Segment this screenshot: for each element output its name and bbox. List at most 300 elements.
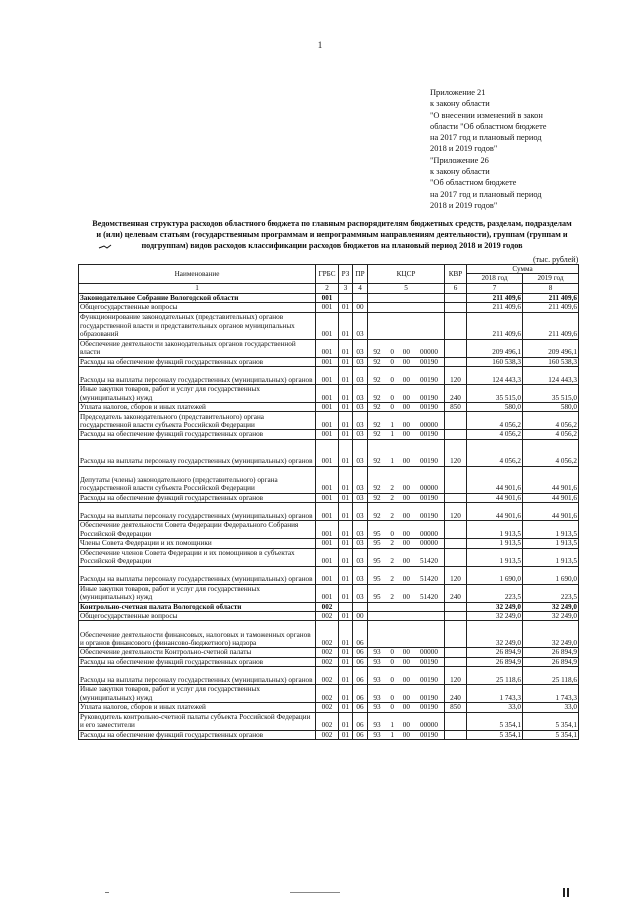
cell-name: Обеспечение деятельности Контрольно-счетной палаты — [79, 648, 316, 657]
kcsr-part: 00190 — [419, 493, 438, 502]
kcsr-part: 00190 — [419, 693, 438, 702]
cell-kvr: 240 — [445, 584, 467, 602]
cell-kcsr — [368, 612, 445, 621]
cell-sum-2019: 5 354,1 — [523, 730, 579, 739]
cell-sum-2019: 1 743,3 — [523, 685, 579, 703]
table-row — [79, 503, 579, 521]
cell-grbs: 002 — [316, 712, 339, 730]
kcsr-part: 0 — [390, 657, 394, 666]
kcsr-part: 93 — [373, 648, 381, 657]
cell-grbs: 002 — [316, 648, 339, 657]
kcsr-part: 00000 — [419, 348, 438, 357]
cell-kcsr — [368, 430, 445, 439]
kcsr-part: 00190 — [419, 393, 438, 402]
cell-pr: 03 — [353, 548, 368, 566]
cell-kvr — [445, 539, 467, 548]
cell-name: Расходы на выплаты персоналу государственных (муниципальных) органов — [79, 566, 316, 584]
cell-kvr — [445, 493, 467, 502]
kcsr-part: 51420 — [419, 557, 438, 566]
kcsr-part: 93 — [373, 730, 381, 739]
cell-rz: 01 — [339, 539, 353, 548]
header-note-line: области "Об областном бюджете — [430, 121, 547, 131]
cell-name: Законодательное Собрание Вологодской области — [79, 293, 316, 302]
kcsr-parts — [368, 557, 444, 565]
header-year-2018: 2018 год — [467, 274, 523, 283]
kcsr-parts — [368, 721, 444, 729]
header-sum: Сумма — [467, 265, 579, 274]
cell-pr: 06 — [353, 703, 368, 712]
kcsr-parts — [368, 348, 444, 356]
cell-grbs: 001 — [316, 303, 339, 312]
header-grbs: ГРБС — [316, 265, 339, 284]
kcsr-part: 93 — [373, 657, 381, 666]
table-row — [79, 539, 579, 548]
table-row — [79, 367, 579, 385]
kcsr-part: 2 — [390, 484, 394, 493]
cell-sum-2018: 44 901,6 — [467, 503, 523, 521]
cell-name: Общегосударственные вопросы — [79, 612, 316, 621]
header-note-line: на 2017 год и плановый период — [430, 133, 542, 143]
cell-pr: 06 — [353, 657, 368, 666]
header-kcsr: КЦСР — [368, 265, 445, 284]
cell-pr: 03 — [353, 566, 368, 584]
kcsr-part: 2 — [390, 539, 394, 548]
kcsr-parts — [368, 394, 444, 402]
cell-kvr — [445, 339, 467, 357]
cell-pr: 03 — [353, 403, 368, 412]
kcsr-parts — [368, 593, 444, 601]
cell-kcsr — [368, 293, 445, 302]
cell-grbs: 001 — [316, 521, 339, 539]
cell-kcsr — [368, 712, 445, 730]
cell-sum-2019: 44 901,6 — [523, 466, 579, 493]
kcsr-parts — [368, 676, 444, 684]
kcsr-part: 00 — [402, 721, 410, 730]
kcsr-part: 00 — [402, 357, 410, 366]
cell-kvr — [445, 303, 467, 312]
cell-kcsr — [368, 412, 445, 430]
cell-name: Контрольно-счетная палата Вологодской области — [79, 602, 316, 611]
cell-sum-2018: 1 913,5 — [467, 539, 523, 548]
table-row — [79, 303, 579, 312]
cell-kvr — [445, 412, 467, 430]
cell-rz: 01 — [339, 648, 353, 657]
cell-pr: 03 — [353, 439, 368, 466]
kcsr-part: 00 — [402, 539, 410, 548]
cell-sum-2019: 211 409,6 — [523, 293, 579, 302]
cell-sum-2018: 211 409,6 — [467, 293, 523, 302]
kcsr-part: 00 — [402, 675, 410, 684]
cell-kcsr — [368, 521, 445, 539]
column-index: 7 — [467, 283, 523, 293]
cell-sum-2019: 1 913,5 — [523, 521, 579, 539]
cell-kvr: 850 — [445, 703, 467, 712]
cell-name: Расходы на выплаты персоналу государственных (муниципальных) органов — [79, 367, 316, 385]
cell-sum-2019: 44 901,6 — [523, 503, 579, 521]
kcsr-part: 92 — [373, 511, 381, 520]
kcsr-parts — [368, 430, 444, 438]
cell-pr: 06 — [353, 730, 368, 739]
cell-rz: 01 — [339, 703, 353, 712]
kcsr-part: 2 — [390, 511, 394, 520]
kcsr-part: 00 — [402, 511, 410, 520]
kcsr-part: 0 — [390, 529, 394, 538]
page-number: 1 — [317, 40, 323, 50]
cell-pr: 03 — [353, 539, 368, 548]
cell-kvr — [445, 293, 467, 302]
cell-grbs: 001 — [316, 566, 339, 584]
cell-kcsr — [368, 730, 445, 739]
cell-name: Обеспечение деятельности финансовых, налоговых и таможенных органов и органов финансового (финансово-бюджетного) надзора — [79, 621, 316, 648]
cell-kvr — [445, 312, 467, 339]
cell-kvr — [445, 612, 467, 621]
cell-pr: 00 — [353, 612, 368, 621]
kcsr-part: 00 — [402, 575, 410, 584]
cell-sum-2018: 1 913,5 — [467, 521, 523, 539]
cell-pr: 03 — [353, 367, 368, 385]
document-title — [82, 218, 582, 251]
cell-sum-2019: 124 443,3 — [523, 367, 579, 385]
header-name: Наименование — [79, 265, 316, 284]
kcsr-part: 2 — [390, 593, 394, 602]
kcsr-part: 00000 — [419, 539, 438, 548]
cell-sum-2019: 5 354,1 — [523, 712, 579, 730]
cell-kvr — [445, 466, 467, 493]
cell-rz: 01 — [339, 493, 353, 502]
cell-sum-2019: 32 249,0 — [523, 621, 579, 648]
title-line: Ведомственная структура расходов областного бюджета по главным распорядителям бюджетных средств, разделам, подразделам — [92, 219, 572, 228]
cell-kcsr — [368, 357, 445, 366]
column-index: 6 — [445, 283, 467, 293]
cell-sum-2019: 1 913,5 — [523, 539, 579, 548]
kcsr-part: 00 — [402, 484, 410, 493]
cell-name: Обеспечение деятельности Совета Федерации Федерального Собрания Российской Федерации — [79, 521, 316, 539]
table-row — [79, 403, 579, 412]
kcsr-parts — [368, 694, 444, 702]
table-row — [79, 493, 579, 502]
cell-kcsr — [368, 339, 445, 357]
header-note-line: к закону области — [430, 99, 490, 109]
kcsr-part: 00 — [402, 529, 410, 538]
cell-kvr: 240 — [445, 685, 467, 703]
kcsr-part: 00 — [402, 348, 410, 357]
cell-sum-2018: 5 354,1 — [467, 730, 523, 739]
cell-grbs: 001 — [316, 312, 339, 339]
cell-name: Расходы на выплаты персоналу государственных (муниципальных) органов — [79, 439, 316, 466]
cell-kvr: 120 — [445, 367, 467, 385]
cell-sum-2018: 44 901,6 — [467, 493, 523, 502]
cell-name: Расходы на обеспечение функций государственных органов — [79, 657, 316, 666]
cell-sum-2019: 4 056,2 — [523, 412, 579, 430]
kcsr-part: 93 — [373, 703, 381, 712]
title-line: и (или) целевым статьям (государственным программам и непрограммным направлениям деятельности), группам (группам и — [96, 230, 568, 239]
kcsr-part: 00 — [402, 648, 410, 657]
cell-kcsr — [368, 703, 445, 712]
kcsr-part: 0 — [390, 648, 394, 657]
kcsr-part: 00 — [402, 693, 410, 702]
cell-pr: 06 — [353, 648, 368, 657]
cell-name: Иные закупки товаров, работ и услуг для государственных (муниципальных) нужд — [79, 584, 316, 602]
cell-sum-2018: 160 538,3 — [467, 357, 523, 366]
kcsr-parts — [368, 648, 444, 656]
cell-rz — [339, 602, 353, 611]
cell-kcsr — [368, 312, 445, 339]
cell-sum-2019: 25 118,6 — [523, 667, 579, 685]
cell-rz: 01 — [339, 685, 353, 703]
cell-rz: 01 — [339, 584, 353, 602]
cell-kcsr — [368, 657, 445, 666]
column-index: 4 — [353, 283, 368, 293]
cell-pr: 03 — [353, 584, 368, 602]
cell-kvr — [445, 548, 467, 566]
cell-sum-2019: 223,5 — [523, 584, 579, 602]
cell-sum-2019: 211 409,6 — [523, 303, 579, 312]
kcsr-part: 92 — [373, 457, 381, 466]
cell-name: Расходы на обеспечение функций государственных органов — [79, 357, 316, 366]
cell-pr — [353, 293, 368, 302]
cell-sum-2018: 32 249,0 — [467, 612, 523, 621]
cell-sum-2018: 26 894,9 — [467, 657, 523, 666]
cell-rz: 01 — [339, 303, 353, 312]
cell-rz: 01 — [339, 367, 353, 385]
cell-sum-2019: 44 901,6 — [523, 493, 579, 502]
cell-kcsr — [368, 503, 445, 521]
cell-sum-2019: 26 894,9 — [523, 657, 579, 666]
cell-sum-2018: 1 690,0 — [467, 566, 523, 584]
cell-sum-2018: 25 118,6 — [467, 667, 523, 685]
cell-sum-2018: 124 443,3 — [467, 367, 523, 385]
cell-name: Расходы на обеспечение функций государственных органов — [79, 493, 316, 502]
cell-sum-2019: 4 056,2 — [523, 430, 579, 439]
kcsr-part: 93 — [373, 675, 381, 684]
kcsr-parts — [368, 376, 444, 384]
cell-sum-2018: 211 409,6 — [467, 312, 523, 339]
kcsr-part: 00 — [402, 421, 410, 430]
cell-rz: 01 — [339, 667, 353, 685]
table-row — [79, 648, 579, 657]
cell-pr: 03 — [353, 430, 368, 439]
cell-rz: 01 — [339, 612, 353, 621]
cell-name: Члены Совета Федерации и их помощники — [79, 539, 316, 548]
cell-rz: 01 — [339, 357, 353, 366]
cell-name: Депутаты (члены) законодательного (представительного) органа государственной власти субъекта Российской Федерации — [79, 466, 316, 493]
column-index: 2 — [316, 283, 339, 293]
kcsr-part: 00 — [402, 493, 410, 502]
kcsr-part: 0 — [390, 357, 394, 366]
cell-name: Расходы на выплаты персоналу государственных (муниципальных) органов — [79, 667, 316, 685]
cell-sum-2019: 26 894,9 — [523, 648, 579, 657]
kcsr-part: 93 — [373, 693, 381, 702]
kcsr-part: 00 — [402, 703, 410, 712]
table-row — [79, 712, 579, 730]
cell-pr: 03 — [353, 503, 368, 521]
cell-sum-2019: 211 409,6 — [523, 312, 579, 339]
cell-kcsr — [368, 466, 445, 493]
kcsr-part: 95 — [373, 557, 381, 566]
kcsr-part: 00 — [402, 730, 410, 739]
cell-grbs: 001 — [316, 493, 339, 502]
kcsr-part: 92 — [373, 393, 381, 402]
kcsr-part: 00190 — [419, 403, 438, 412]
cell-pr: 03 — [353, 493, 368, 502]
kcsr-part: 92 — [373, 357, 381, 366]
kcsr-part: 95 — [373, 539, 381, 548]
cell-name: Расходы на обеспечение функций государственных органов — [79, 430, 316, 439]
cell-pr: 00 — [353, 303, 368, 312]
cell-kcsr — [368, 566, 445, 584]
cell-kcsr — [368, 667, 445, 685]
cell-rz: 01 — [339, 566, 353, 584]
cell-sum-2019: 35 515,0 — [523, 385, 579, 403]
cell-kvr — [445, 521, 467, 539]
kcsr-part: 0 — [390, 703, 394, 712]
kcsr-part: 92 — [373, 484, 381, 493]
scan-line — [290, 892, 340, 893]
kcsr-parts — [368, 494, 444, 502]
kcsr-part: 92 — [373, 375, 381, 384]
table-row — [79, 312, 579, 339]
cell-sum-2019: 209 496,1 — [523, 339, 579, 357]
cell-pr: 03 — [353, 385, 368, 403]
cell-grbs: 002 — [316, 657, 339, 666]
header-note-line: Приложение 21 — [430, 88, 486, 97]
cell-grbs: 002 — [316, 730, 339, 739]
cell-name: Председатель законодательного (представительного) органа государственной власти субъекта Российской Федерации — [79, 412, 316, 430]
cell-sum-2018: 5 354,1 — [467, 712, 523, 730]
cell-sum-2018: 209 496,1 — [467, 339, 523, 357]
kcsr-part: 2 — [390, 493, 394, 502]
cell-rz: 01 — [339, 503, 353, 521]
kcsr-part: 92 — [373, 493, 381, 502]
kcsr-parts — [368, 575, 444, 583]
kcsr-part: 1 — [390, 457, 394, 466]
kcsr-part: 1 — [390, 421, 394, 430]
table-row — [79, 602, 579, 611]
cell-name: Иные закупки товаров, работ и услуг для государственных (муниципальных) нужд — [79, 385, 316, 403]
cell-kcsr — [368, 385, 445, 403]
kcsr-part: 95 — [373, 575, 381, 584]
kcsr-parts — [368, 703, 444, 711]
kcsr-part: 92 — [373, 421, 381, 430]
table-row — [79, 339, 579, 357]
cell-sum-2019: 33,0 — [523, 703, 579, 712]
cell-rz: 01 — [339, 712, 353, 730]
cell-pr: 06 — [353, 685, 368, 703]
kcsr-part: 0 — [390, 675, 394, 684]
kcsr-part: 51420 — [419, 575, 438, 584]
kcsr-part: 1 — [390, 430, 394, 439]
kcsr-part: 0 — [390, 693, 394, 702]
kcsr-part: 00190 — [419, 730, 438, 739]
cell-kvr: 120 — [445, 667, 467, 685]
cell-pr: 03 — [353, 466, 368, 493]
cell-sum-2018: 32 249,0 — [467, 621, 523, 648]
cell-grbs: 001 — [316, 466, 339, 493]
kcsr-part: 00000 — [419, 484, 438, 493]
cell-sum-2018: 4 056,2 — [467, 439, 523, 466]
table-row — [79, 412, 579, 430]
cell-grbs: 001 — [316, 357, 339, 366]
kcsr-part: 00000 — [419, 648, 438, 657]
cell-name: Общегосударственные вопросы — [79, 303, 316, 312]
cell-sum-2018: 32 249,0 — [467, 602, 523, 611]
kcsr-parts — [368, 731, 444, 739]
cell-pr: 06 — [353, 712, 368, 730]
header-note-line: "О внесении изменений в закон — [430, 110, 543, 120]
kcsr-part: 00 — [402, 375, 410, 384]
cell-sum-2018: 223,5 — [467, 584, 523, 602]
cell-kvr — [445, 730, 467, 739]
cell-kvr — [445, 621, 467, 648]
kcsr-part: 00190 — [419, 375, 438, 384]
kcsr-part: 93 — [373, 721, 381, 730]
cell-rz: 01 — [339, 548, 353, 566]
cell-grbs: 001 — [316, 430, 339, 439]
kcsr-part: 95 — [373, 593, 381, 602]
kcsr-parts — [368, 658, 444, 666]
kcsr-part: 00190 — [419, 357, 438, 366]
table-row — [79, 385, 579, 403]
cell-rz: 01 — [339, 385, 353, 403]
header-note-line: на 2017 год и плановый период — [430, 189, 542, 199]
cell-kvr: 120 — [445, 503, 467, 521]
table-row — [79, 357, 579, 366]
cell-sum-2019: 1 690,0 — [523, 566, 579, 584]
cell-sum-2019: 4 056,2 — [523, 439, 579, 466]
kcsr-part: 00 — [402, 403, 410, 412]
cell-kvr — [445, 357, 467, 366]
kcsr-part: 51420 — [419, 593, 438, 602]
cell-kcsr — [368, 493, 445, 502]
header-note-line: "Об областном бюджете — [430, 178, 517, 188]
cell-grbs: 002 — [316, 621, 339, 648]
kcsr-part: 0 — [390, 393, 394, 402]
kcsr-part: 00 — [402, 657, 410, 666]
kcsr-part: 00190 — [419, 657, 438, 666]
cell-rz — [339, 293, 353, 302]
header-note-line: к закону области — [430, 167, 490, 177]
cell-kcsr — [368, 303, 445, 312]
cell-grbs: 001 — [316, 548, 339, 566]
table-row — [79, 667, 579, 685]
cell-sum-2019: 580,0 — [523, 403, 579, 412]
kcsr-part: 92 — [373, 403, 381, 412]
table-row — [79, 621, 579, 648]
cell-kvr: 850 — [445, 403, 467, 412]
units-label: (тыс. рублей) — [533, 255, 579, 264]
cell-kcsr — [368, 648, 445, 657]
table-row — [79, 703, 579, 712]
kcsr-part: 00 — [402, 457, 410, 466]
kcsr-part: 00 — [402, 393, 410, 402]
cell-rz: 01 — [339, 430, 353, 439]
kcsr-part: 00 — [402, 593, 410, 602]
table-row — [79, 439, 579, 466]
kcsr-part: 00 — [402, 557, 410, 566]
footer-scan-marks — [0, 888, 640, 900]
kcsr-part: 2 — [390, 575, 394, 584]
cell-sum-2018: 4 056,2 — [467, 430, 523, 439]
cell-pr — [353, 602, 368, 611]
kcsr-part: 00190 — [419, 675, 438, 684]
cell-kvr — [445, 602, 467, 611]
cell-name: Уплата налогов, сборов и иных платежей — [79, 703, 316, 712]
header-year-2019: 2019 год — [523, 274, 579, 283]
table-row — [79, 430, 579, 439]
cell-rz: 01 — [339, 621, 353, 648]
kcsr-part: 00 — [402, 430, 410, 439]
header-pr: ПР — [353, 265, 368, 284]
